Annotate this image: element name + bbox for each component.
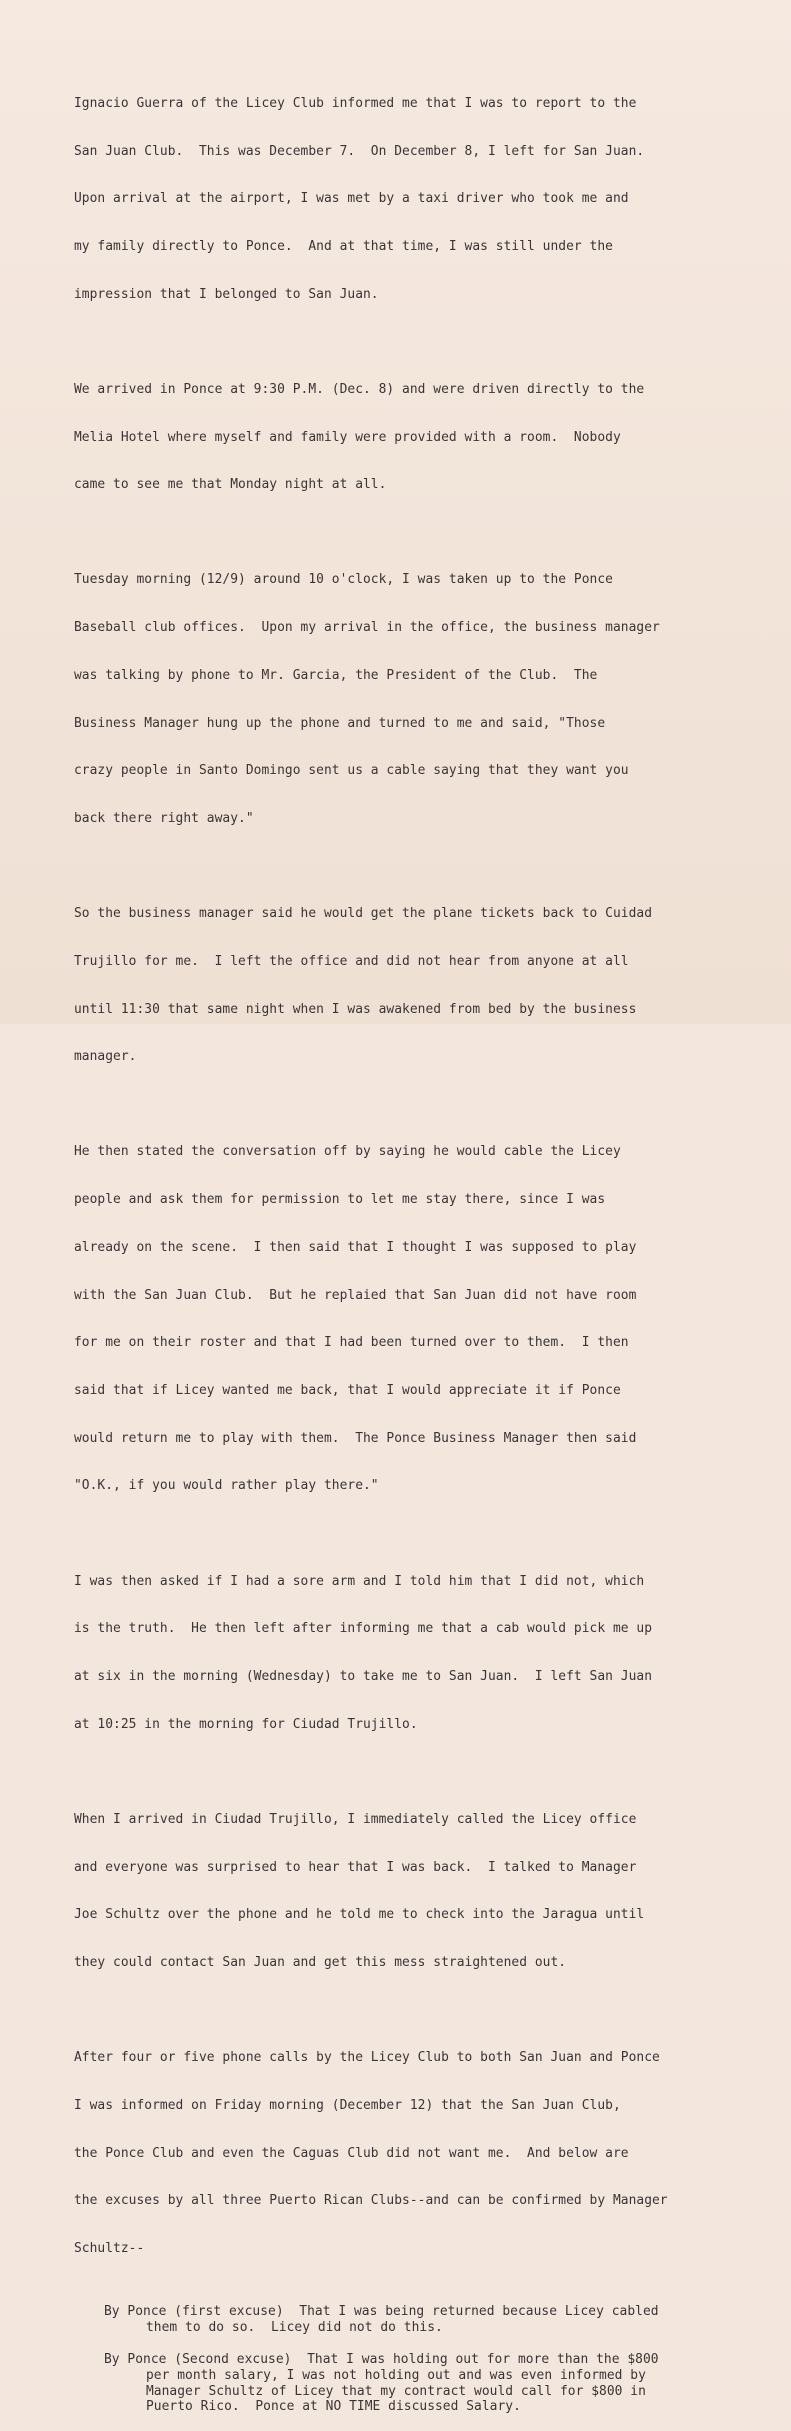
typed-letter-body	[74, 64, 786, 2431]
text-line: Manager Schultz of Licey that my contract would call for $800 in	[146, 2383, 646, 2399]
text-line: Ignacio Guerra of the Licey Club informed me that I was to report to the	[74, 95, 637, 111]
text-line: they could contact San Juan and get this mess straightened out.	[74, 1954, 567, 1970]
text-line: impression that I belonged to San Juan.	[74, 286, 379, 302]
text-line: San Juan Club. This was December 7. On December 8, I left for San Juan.	[74, 143, 645, 159]
text-line: back there right away."	[74, 810, 254, 826]
text-line: until 11:30 that same night when I was awakened from bed by the business	[74, 1001, 637, 1017]
text-line: Joe Schultz over the phone and he told me to check into the Jaragua until	[74, 1907, 645, 1923]
paragraph-tuesday-morning	[74, 541, 786, 859]
text-line: Schultz--	[74, 2240, 145, 2256]
paragraph-report-to-san-juan	[74, 64, 786, 334]
text-line: said that if Licey wanted me back, that I would appreciate it if Ponce	[74, 1382, 621, 1398]
text-line: people and ask them for permission to let me stay there, since I was	[74, 1192, 606, 1208]
text-line: was talking by phone to Mr. Garcia, the President of the Club. The	[74, 667, 598, 683]
text-line: Business Manager hung up the phone and turned to me and said, "Those	[74, 715, 606, 731]
text-line: Melia Hotel where myself and family were provided with a room. Nobody	[74, 429, 621, 445]
text-line: Baseball club offices. Upon my arrival in the office, the business manager	[74, 620, 660, 636]
text-line: is the truth. He then left after informing me that a cab would pick me up	[74, 1621, 652, 1637]
text-line: at 10:25 in the morning for Ciudad Trujillo.	[74, 1716, 418, 1732]
text-line: We arrived in Ponce at 9:30 P.M. (Dec. 8) and were driven directly to the	[74, 381, 645, 397]
paragraph-sore-arm	[74, 1542, 786, 1765]
text-line: the excuses by all three Puerto Rican Clubs--and can be confirmed by Manager	[74, 2193, 668, 2209]
text-line: After four or five phone calls by the Licey Club to both San Juan and Ponce	[74, 2050, 660, 2066]
text-line: came to see me that Monday night at all.	[74, 477, 387, 493]
text-line: at six in the morning (Wednesday) to take me to San Juan. I left San Juan	[74, 1668, 652, 1684]
text-line: By Ponce (Second excuse) That I was holding out for more than the $800	[104, 2351, 659, 2367]
paragraph-conversation	[74, 1113, 786, 1527]
text-line: manager.	[74, 1049, 137, 1065]
text-line: So the business manager said he would get the plane tickets back to Cuidad	[74, 906, 652, 922]
text-line: with the San Juan Club. But he replaied that San Juan did not have room	[74, 1287, 637, 1303]
text-line: and everyone was surprised to hear that I was back. I talked to Manager	[74, 1859, 637, 1875]
text-line: Tuesday morning (12/9) around 10 o'clock, I was taken up to the Ponce	[74, 572, 613, 588]
text-line: already on the scene. I then said that I thought I was supposed to play	[74, 1239, 637, 1255]
paragraph-phone-calls	[74, 2018, 786, 2288]
text-line: the Ponce Club and even the Caguas Club did not want me. And below are	[74, 2145, 629, 2161]
text-line: them to do so. Licey did not do this.	[146, 2320, 443, 2336]
text-line: per month salary, I was not holding out and was even informed by	[146, 2367, 646, 2383]
text-line: When I arrived in Ciudad Trujillo, I immediately called the Licey office	[74, 1811, 637, 1827]
paragraph-plane-tickets	[74, 874, 786, 1097]
text-line: Trujillo for me. I left the office and did not hear from anyone at all	[74, 953, 629, 969]
paragraph-arrived-ciudad-trujillo	[74, 1780, 786, 2003]
text-line: would return me to play with them. The Ponce Business Manager then said	[74, 1430, 637, 1446]
text-line: He then stated the conversation off by saying he would cable the Licey	[74, 1144, 621, 1160]
text-line: crazy people in Santo Domingo sent us a cable saying that they want you	[74, 763, 629, 779]
text-line: my family directly to Ponce. And at that time, I was still under the	[74, 238, 613, 254]
text-line: "O.K., if you would rather play there."	[74, 1478, 379, 1494]
excuse-item-second	[74, 2352, 786, 2416]
text-line: Upon arrival at the airport, I was met by a taxi driver who took me and	[74, 191, 629, 207]
excuse-item-first	[74, 2304, 786, 2336]
text-line: By Ponce (first excuse) That I was being returned because Licey cabled	[104, 2304, 659, 2320]
text-line: for me on their roster and that I had been turned over to them. I then	[74, 1335, 629, 1351]
text-line: Puerto Rico. Ponce at NO TIME discussed Salary.	[146, 2399, 521, 2415]
paragraph-arrival-in-ponce	[74, 350, 786, 525]
text-line: I was informed on Friday morning (December 12) that the San Juan Club,	[74, 2097, 621, 2113]
text-line: I was then asked if I had a sore arm and I told him that I did not, which	[74, 1573, 645, 1589]
